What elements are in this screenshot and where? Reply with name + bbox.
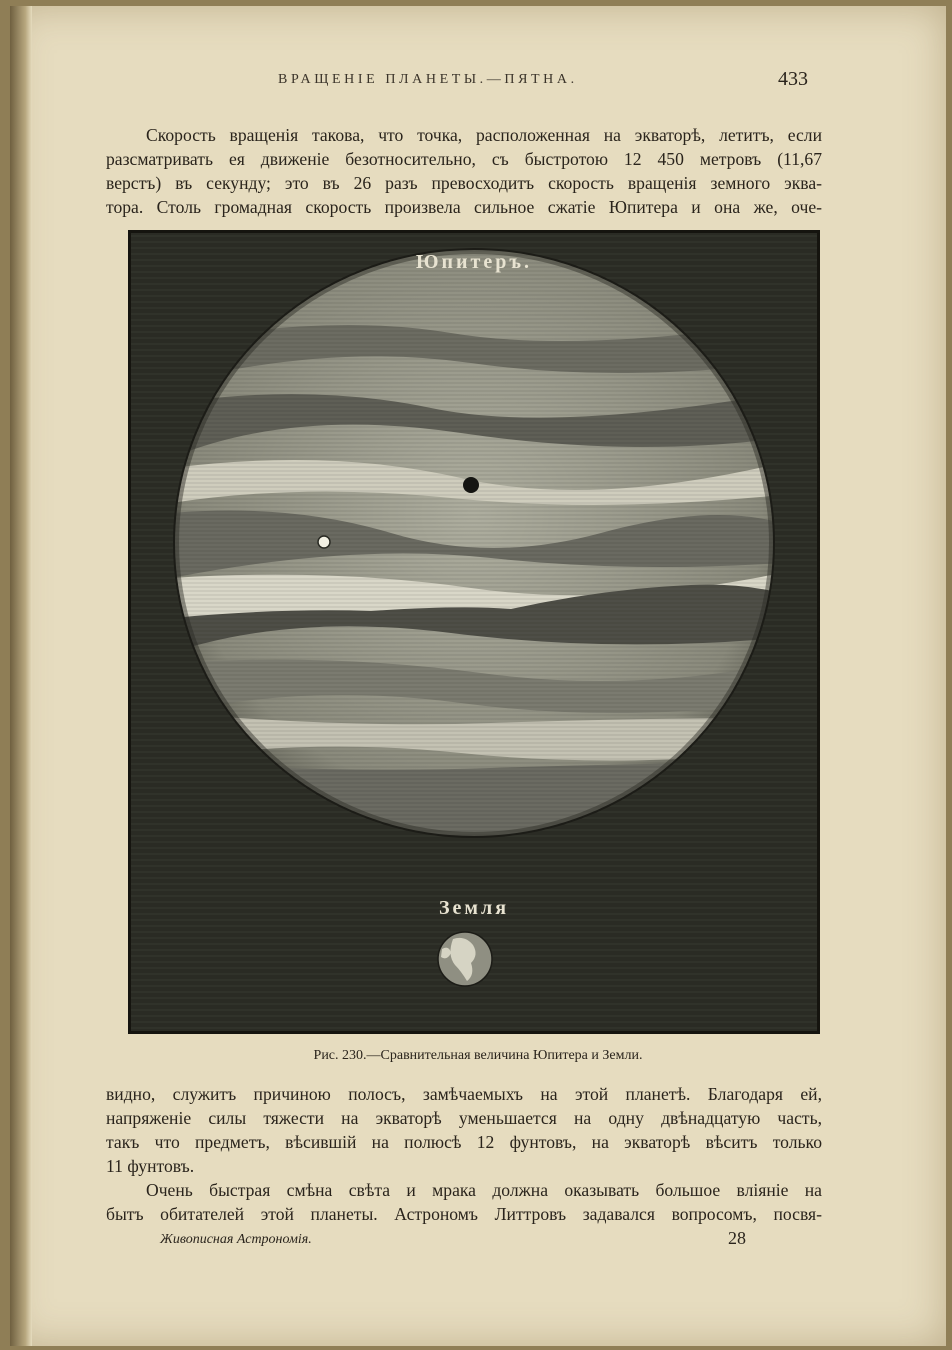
text-line: тора. Столь громадная скорость произвела сильное сжатіе Юпитера и она же, оче- [106, 197, 822, 217]
footer-book-title: Живописная Астрономія. [160, 1232, 312, 1247]
earth-label: Земля [438, 897, 510, 919]
text-line: бытъ обитателей этой планеты. Астрономъ Литтровъ задавался вопросомъ, посвя- [106, 1204, 822, 1224]
text-line: видно, служитъ причиною полосъ, замѣчаемыхъ на этой планетѣ. Благодаря ей, [106, 1084, 822, 1104]
text-line: 11 фунтовъ. [106, 1156, 195, 1176]
text-line: такъ что предметъ, вѣсившій на полюсѣ 12 фунтовъ, на экваторѣ вѣситъ только [106, 1132, 822, 1152]
page-number: 433 [778, 68, 808, 90]
page-binding-shadow [10, 6, 32, 1346]
earth-globe [438, 932, 492, 986]
running-title: ВРАЩЕНIЕ ПЛАНЕТЫ.—ПЯТНА. [278, 72, 578, 87]
text-line: Очень быстрая смѣна свѣта и мрака должна оказывать большое вліяніе на [146, 1180, 822, 1200]
paragraph-bottom [106, 1178, 822, 1226]
jupiter-label: Юпитеръ. [415, 251, 533, 273]
text-line: напряженіе силы тяжести на экваторѣ уменьшается на одну двѣнадцатую часть, [106, 1108, 822, 1128]
satellite-shadow-spot [463, 477, 479, 493]
footer-signature-mark: 28 [728, 1228, 746, 1248]
paragraph-top [106, 123, 822, 219]
book-page [10, 6, 946, 1346]
text-line: разсматривать ея движеніе безотносительно, съ быстротою 12 450 метровъ (11,67 [106, 149, 822, 169]
jupiter-earth-illustration [128, 230, 820, 1034]
paragraph-middle [106, 1082, 822, 1178]
text-line: верстъ) въ секунду; это въ 26 разъ превосходитъ скорость вращенія земного эква- [106, 173, 822, 193]
satellite-bright-spot [318, 536, 330, 548]
text-line: Скорость вращенія такова, что точка, расположенная на экваторѣ, летитъ, если [146, 125, 822, 145]
figure-caption: Рис. 230.—Сравнительная величина Юпитера и Земли. [313, 1048, 643, 1063]
